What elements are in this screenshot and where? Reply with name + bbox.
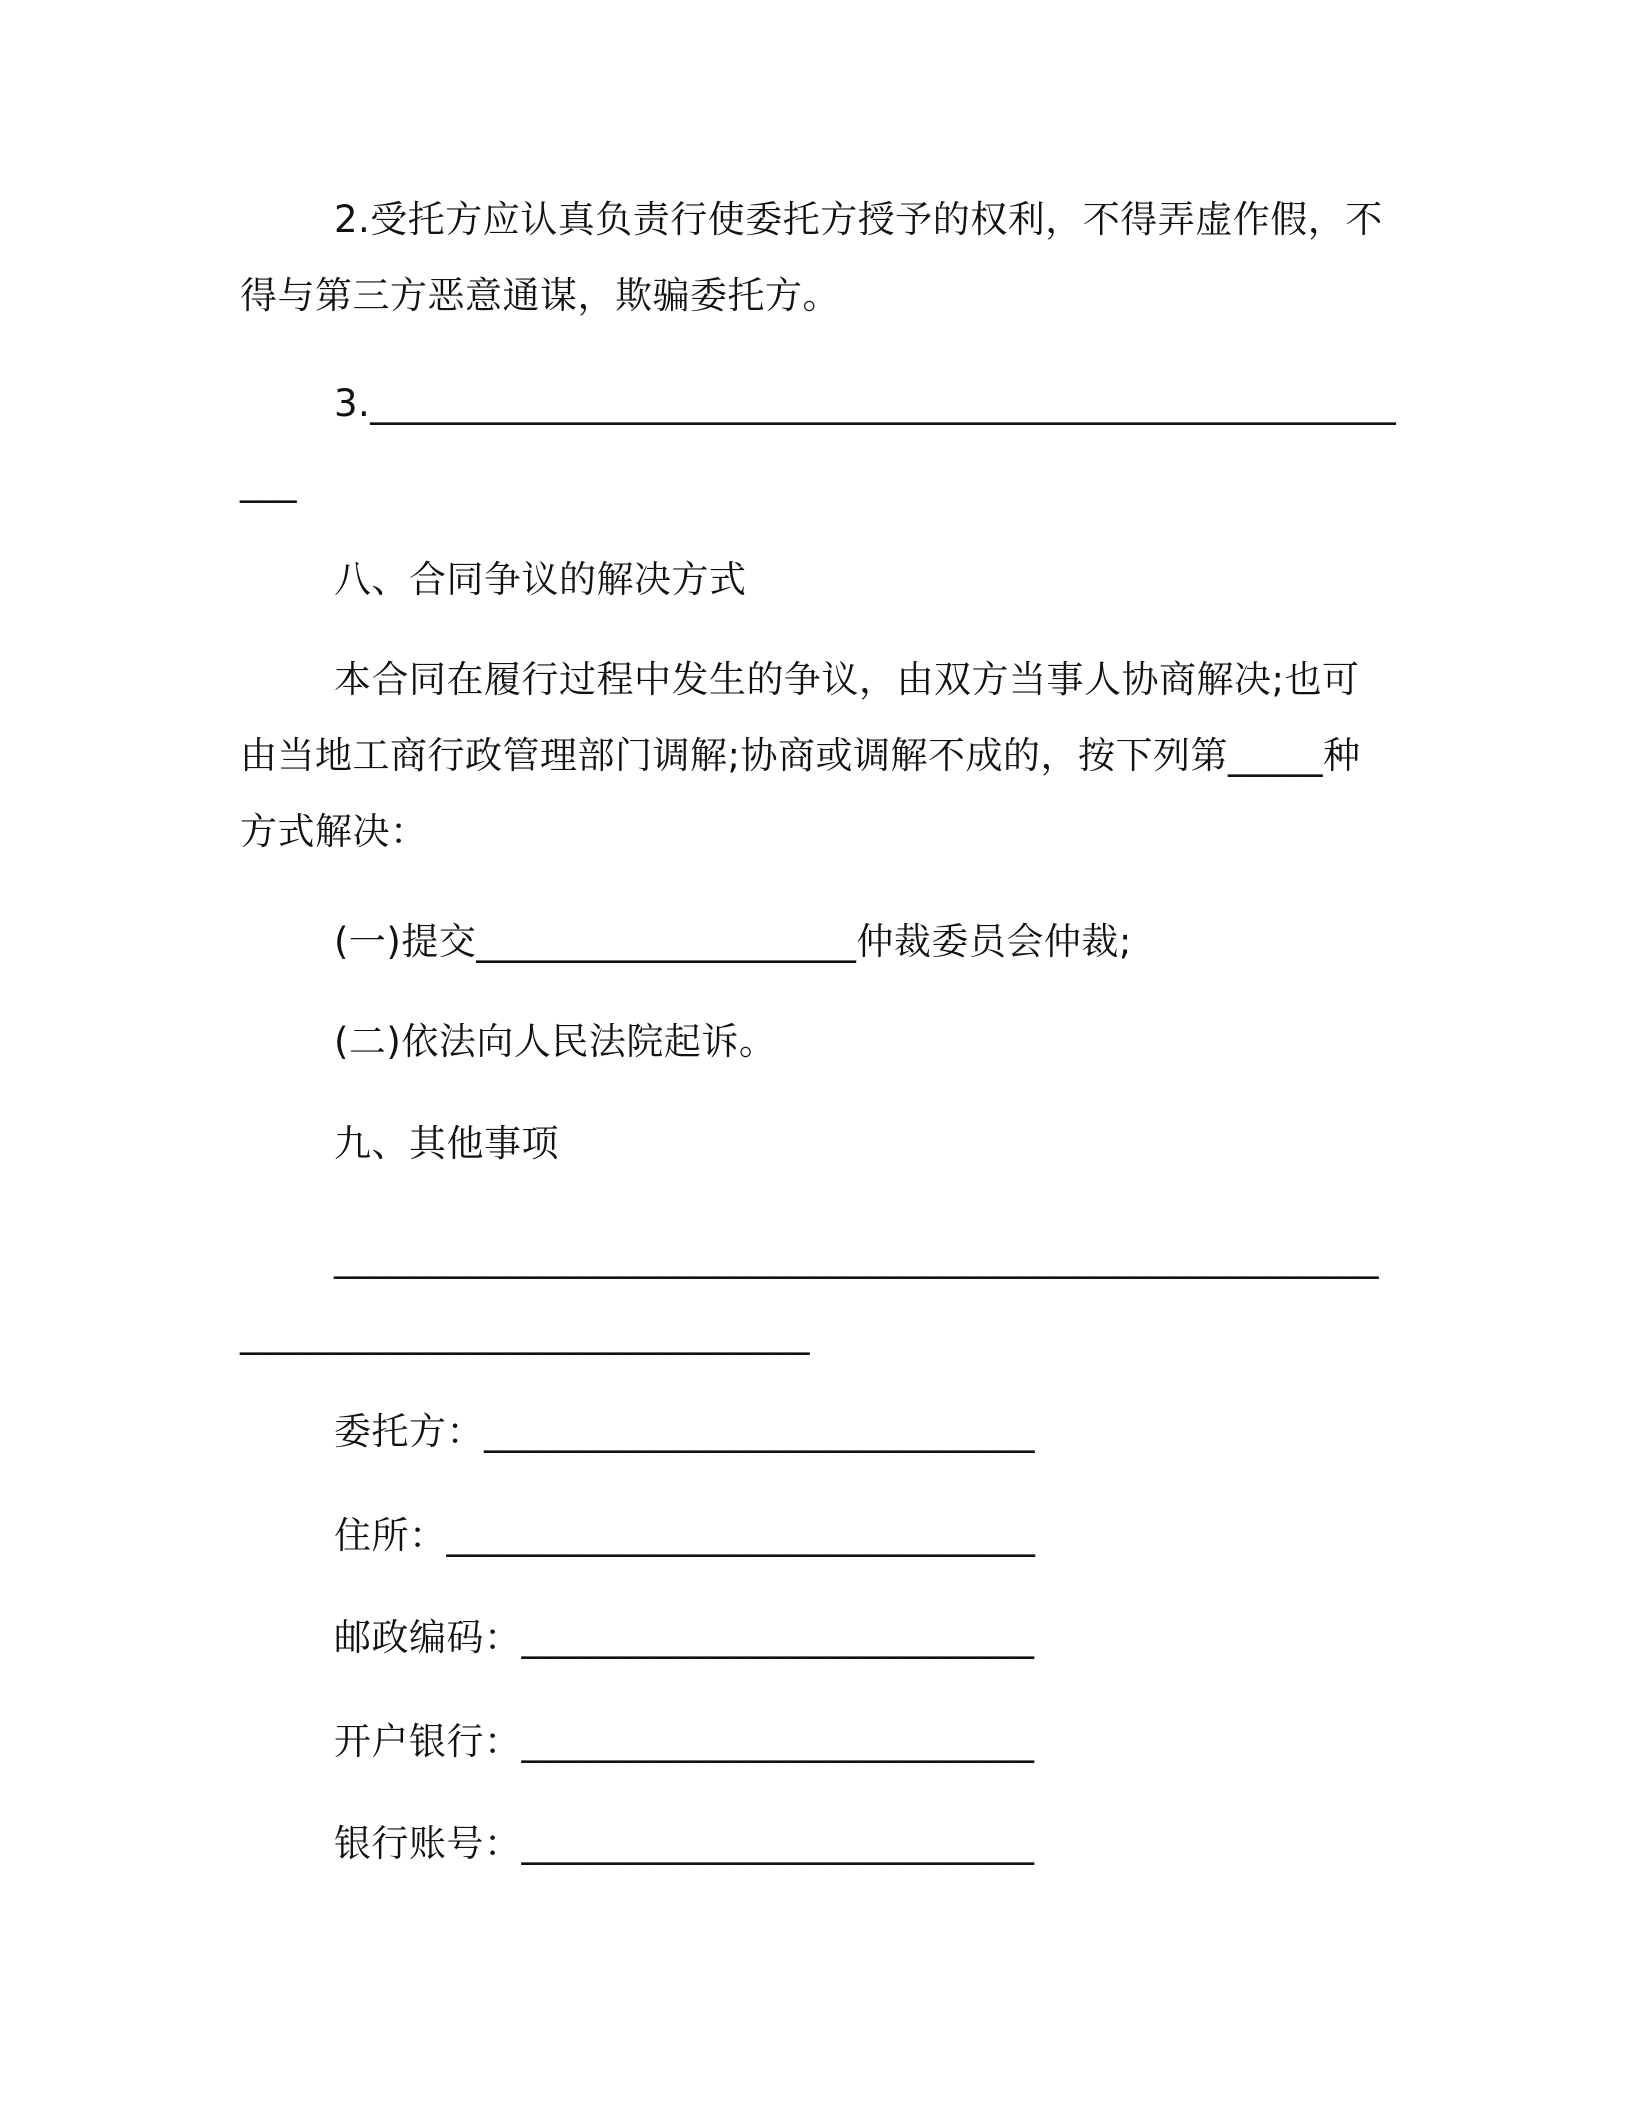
signature-account: 银行账号：___________________________	[334, 1822, 1035, 1865]
section-9-blank-line2: ______________________________	[240, 1312, 810, 1355]
section-8-option-arbitration: (一)提交____________________仲裁委员会仲裁;	[334, 920, 1132, 963]
section-8-body-line1: 本合同在履行过程中发生的争议，由双方当事人协商解决;也可	[334, 658, 1360, 701]
section-8-option-litigation: (二)依法向人民法院起诉。	[334, 1020, 777, 1063]
clause-7-3-line1: 3.______________________________________________________	[334, 382, 1397, 425]
signature-bank: 开户银行：___________________________	[334, 1720, 1035, 1763]
signature-postal-code: 邮政编码：___________________________	[334, 1616, 1035, 1659]
clause-7-2-line2: 得与第三方恶意通谋，欺骗委托方。	[240, 274, 840, 317]
signature-address: 住所：_______________________________	[334, 1514, 1036, 1557]
section-8-body-line3: 方式解决：	[240, 810, 428, 853]
section-9-blank-line1: _______________________________________________________	[334, 1236, 1379, 1279]
section-9-heading: 九、其他事项	[334, 1122, 559, 1165]
section-8-body-line2: 由当地工商行政管理部门调解;协商或调解不成的，按下列第_____种	[240, 734, 1361, 777]
clause-7-2-line1: 2.受托方应认真负责行使委托方授予的权利，不得弄虚作假，不	[334, 198, 1383, 241]
section-8-heading: 八、合同争议的解决方式	[334, 558, 747, 601]
signature-principal: 委托方：_____________________________	[334, 1410, 1035, 1453]
clause-7-3-line2: ___	[240, 460, 297, 503]
